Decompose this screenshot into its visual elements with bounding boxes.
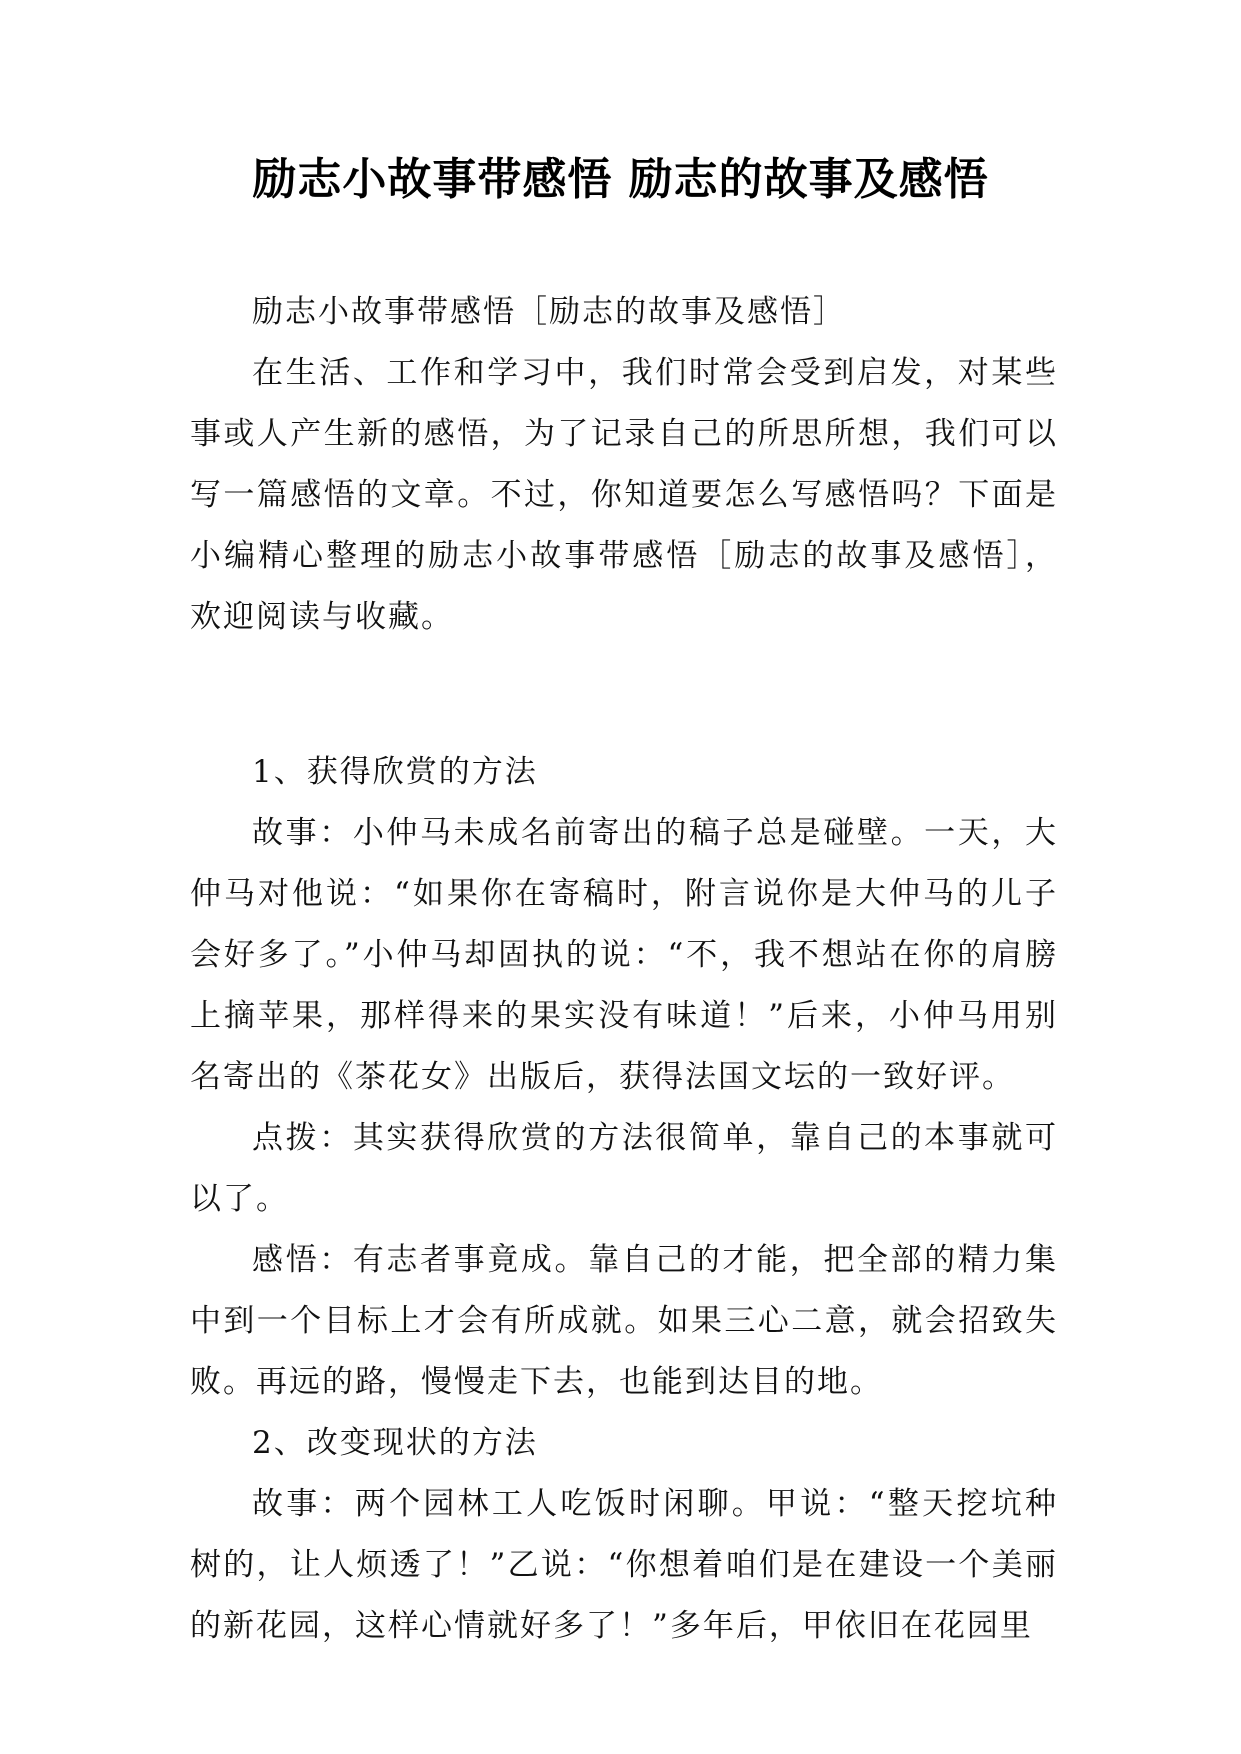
section-heading: 1、获得欣赏的方法 <box>252 754 538 790</box>
story-paragraph: 故事：小仲马未成名前寄出的稿子总是碰壁。一天，大仲马对他说：“如果你在寄稿时，附言说你是大仲马的儿子会好多了。”小仲马却固执的说：“不，我不想站在你的肩膀上摘苹果，那样得来的果实没有味道！”后来，小仲马用别名寄出的《茶花女》出版后，获得法国文坛的一致好评。 <box>190 815 1058 1095</box>
document-body <box>190 282 1058 1657</box>
intro-paragraph: 在生活、工作和学习中，我们时常会受到启发，对某些事或人产生新的感悟，为了记录自己的所思所想，我们可以写一篇感悟的文章。不过，你知道要怎么写感悟吗？下面是小编精心整理的励志小故事带感悟［励志的故事及感悟］，欢迎阅读与收藏。 <box>190 355 1058 635</box>
page-title: 励志小故事带感悟 励志的故事及感悟 <box>252 154 989 205</box>
hint-paragraph: 点拨：其实获得欣赏的方法很简单，靠自己的本事就可以了。 <box>190 1120 1058 1217</box>
section-heading: 2、改变现状的方法 <box>252 1425 538 1461</box>
section-spacer <box>190 648 1058 742</box>
insight-paragraph: 感悟：有志者事竟成。靠自己的才能，把全部的精力集中到一个目标上才会有所成就。如果三心二意，就会招致失败。再远的路，慢慢走下去，也能到达目的地。 <box>190 1242 1058 1400</box>
story-paragraph: 故事：两个园林工人吃饭时闲聊。甲说：“整天挖坑种树的，让人烦透了！”乙说：“你想着咱们是在建设一个美丽的新花园，这样心情就好多了！”多年后，甲依旧在花园里 <box>190 1486 1058 1644</box>
subtitle: 励志小故事带感悟［励志的故事及感悟］ <box>252 294 846 330</box>
